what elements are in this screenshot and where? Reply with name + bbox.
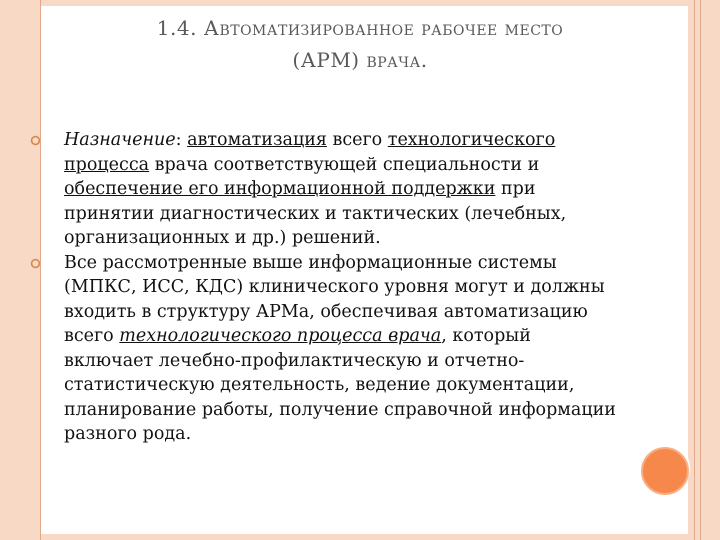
decorative-orange-circle — [641, 447, 689, 495]
ring-bullet-icon — [30, 258, 41, 269]
frame-left-band — [0, 0, 40, 540]
purpose-automation: автоматизация — [187, 130, 327, 150]
bullet-item-purpose — [64, 128, 624, 251]
slide-title — [60, 12, 660, 76]
systems-text-1: Все рассмотренные выше информационные системы (МПКС, ИСС, КДС) клинического уровня могут и должны входить в структуру АРМа, обеспечивая автоматизацию всего — [64, 252, 605, 346]
slide-title-line-2: (АРМ) врача. — [292, 48, 428, 72]
frame-top — [0, 0, 720, 6]
purpose-info-support: обеспечение его информационной поддержки — [64, 179, 496, 199]
systems-text-2: , который включает лечебно-профилактическую и отчетно-статистическую деятельность, ведение документации, планирование работы, получение справочной информации разного рода. — [64, 326, 616, 444]
frame-right-band — [688, 0, 720, 540]
frame-right-line-outer — [700, 0, 701, 540]
purpose-tech-process: технологического процесса — [64, 130, 556, 175]
bullet-item-systems — [64, 251, 624, 447]
purpose-text-1: всего — [326, 130, 388, 150]
purpose-text-2: врача соответствующей специальности и — [149, 154, 540, 175]
purpose-label: Назначение — [64, 130, 176, 150]
frame-right-line — [694, 0, 695, 540]
systems-doctor-process: технологического процесса врача — [119, 326, 442, 346]
frame-bottom — [0, 534, 720, 540]
ring-bullet-icon — [30, 135, 41, 146]
purpose-text-3: при принятии диагностических и тактических (лечебных, организационных и др.) решений. — [64, 179, 567, 248]
purpose-colon: : — [175, 130, 188, 150]
frame-left-line — [40, 0, 41, 540]
slide-body — [64, 128, 624, 447]
slide-title-line-1: 1.4. Автоматизированное рабочее место — [156, 16, 564, 40]
